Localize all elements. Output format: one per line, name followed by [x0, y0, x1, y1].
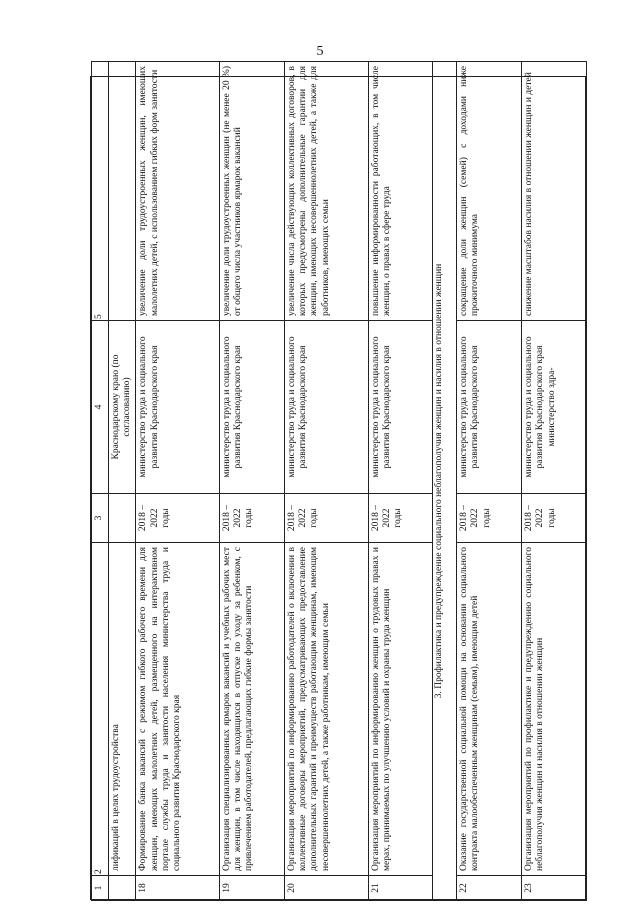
table-row: [220, 62, 285, 901]
measures-table: [91, 61, 587, 901]
row-result: увеличение доли трудоустроенных женщин (не менее 20 %) от общего числа участников ярмарок вакансий: [220, 62, 285, 321]
row-number: 18: [136, 876, 220, 901]
continuation-row: [109, 62, 136, 901]
row-number: 20: [284, 876, 368, 901]
row-executor: министерство труда и социального развития Краснодарского края: [220, 321, 285, 494]
row-number: 21: [368, 876, 433, 901]
row-period: 2018 – 2022 годы: [457, 494, 522, 543]
rotated-table-frame: [90, 66, 586, 900]
cont-activity: лификаций в целях трудоустройства: [109, 543, 136, 876]
header-col-4: 4: [92, 321, 109, 494]
table-row: [522, 62, 587, 901]
row-result: снижение масштабов насилия в отношении женщин и детей: [522, 62, 587, 321]
header-row: [92, 62, 109, 901]
header-col-1: 1: [92, 876, 109, 901]
row-activity: Формирование банка вакансий с режимом гибкого рабочего времени для женщин, имеющих малолетних детей, размещенного на интерактивном портале службы труда и занятости населения министерства труда и социального развития Краснодарского края: [136, 543, 220, 876]
row-number: 23: [522, 876, 587, 901]
row-result: повышение информированности работающих, в том числе женщин, о правах в сфере труда: [368, 62, 433, 321]
row-executor: министерство труда и социального развития Краснодарского края: [368, 321, 433, 494]
row-executor: министерство труда и социального развития Краснодарского края: [136, 321, 220, 494]
rotated-content: [91, 66, 587, 901]
row-executor: министерство труда и социального развития Краснодарского края министерство здра-: [522, 321, 587, 494]
row-activity: Оказание государственной социальной помощи на основании социального контракта малообеспеченным женщинам (семьям), имеющим детей: [457, 543, 522, 876]
page-number: 5: [316, 44, 324, 59]
cont-num: [109, 876, 136, 901]
row-executor: министерство труда и социального развития Краснодарского края: [457, 321, 522, 494]
row-activity: Организация мероприятий по информированию женщин о трудовых правах и мерах, принимаемых по улучшению условий и охраны труда женщин: [368, 543, 433, 876]
cont-result: [109, 62, 136, 321]
row-period: 2018 – 2022 годы: [284, 494, 368, 543]
table-row: [368, 62, 433, 901]
row-period: 2018 – 2022 годы: [522, 494, 587, 543]
table-row: [457, 62, 522, 901]
row-period: 2018 – 2022 годы: [136, 494, 220, 543]
section-title: 3. Профилактика и предупреждение социального неблагополучия женщин и насилия в отношении женщин: [433, 62, 457, 901]
header-col-2: 2: [92, 543, 109, 876]
cont-executor: Краснодарскому краю (по согласованию): [109, 321, 136, 494]
cont-period: [109, 494, 136, 543]
row-number: 19: [220, 876, 285, 901]
row-activity: Организация мероприятий по профилактике и предупреждению социального неблагополучия женщин и насилия в отношении женщин: [522, 543, 587, 876]
row-result: сокращение доли женщин (семей) с доходами ниже прожиточного минимума: [457, 62, 522, 321]
row-period: 2018 – 2022 годы: [220, 494, 285, 543]
row-executor: министерство труда и социального развития Краснодарского края: [284, 321, 368, 494]
table-row: [284, 62, 368, 901]
row-number: 22: [457, 876, 522, 901]
row-period: 2018 – 2022 годы: [368, 494, 433, 543]
table-row: [136, 62, 220, 901]
row-result: увеличение числа действующих коллективных договоров, в которых предусмотрены дополнительные гарантии для женщин, имеющих несовершеннолетних детей, а также для работников, имеющих семьи: [284, 62, 368, 321]
header-col-5: 5: [92, 62, 109, 321]
header-col-3: 3: [92, 494, 109, 543]
row-result: увеличение доли трудоустроенных женщин, имеющих малолетних детей, с использованием гибких форм занятости: [136, 62, 220, 321]
row-activity: Организация мероприятий по информированию работодателей о включении в коллективные договоры мероприятий, предусматривающих предоставление дополнительных гарантий и преимуществ работающим женщинам, имеющим несовершеннолетних детей, а также работникам, имеющим семьи: [284, 543, 368, 876]
section-heading-row: [433, 62, 457, 901]
row-activity: Организация специализированных ярмарок вакансий и учебных рабочих мест для женщин, в том числе находящихся в отпуске по уходу за ребенком, с привлечением работодателей, предлагающих гибкие формы занятости: [220, 543, 285, 876]
